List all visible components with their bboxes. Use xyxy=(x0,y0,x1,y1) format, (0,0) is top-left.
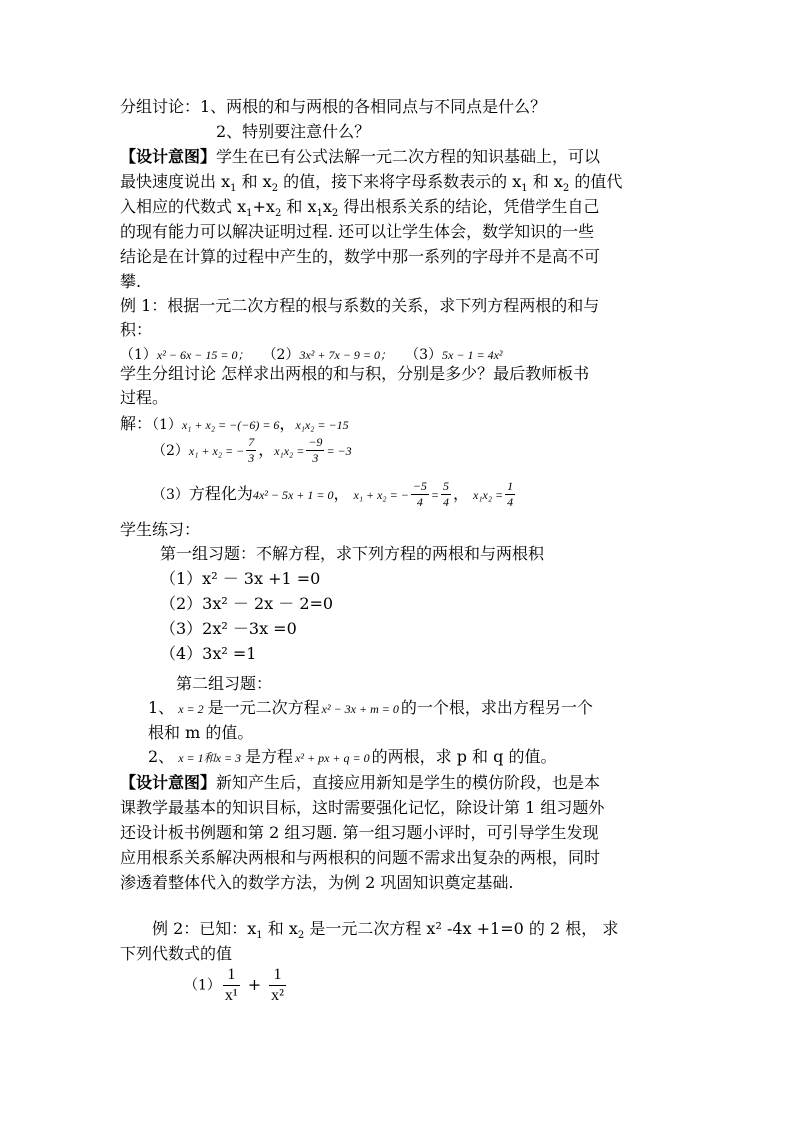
design-intent-1-line-6: 攀. xyxy=(120,272,142,291)
solution-label: 解： xyxy=(120,414,153,433)
practice-group-2-title: 第二组习题： xyxy=(176,674,273,693)
example1-line-1: 例 1：根据一元二次方程的根与系数的关系，求下列方程两根的和与 xyxy=(120,296,600,315)
practice-q4: （4）3x² =1 xyxy=(160,644,257,663)
practice-q2: （2）3x² － 2x － 2=0 xyxy=(160,594,334,613)
design-intent-2-line-4: 应用根系关系解决两根和与两根积的问题不需求出复杂的两根，同时 xyxy=(120,848,601,867)
solution-line-3: （3）方程化为4x² − 5x + 1 = 0， x₁ + x₂ = − $\frac{-5}{4}$ = $\frac{5}{4}$ ， x₁x₂ = $\frac{1}{4}$ xyxy=(152,479,514,510)
design-intent-1-line-5: 结论是在计算的过程中产生的，数学中那一系列的字母并不是高不可 xyxy=(120,247,601,266)
example2-line-2: 下列代数式的值 xyxy=(120,944,233,963)
example1-line-2: 积： xyxy=(120,320,153,339)
design-intent-1-line-1: 【设计意图】学生在已有公式法解一元二次方程的知识基础上，可以 xyxy=(120,147,601,166)
solution-line-2: （2）x₁ + x₂ = − $\frac{7}{3}$ ，x₁x₂ = $\frac{-9}{3}$ = −3 xyxy=(152,435,352,466)
design-intent-1-line-2: 最快速度说出 $x_1$ 和 $x_2$ 的值，接下来将字母系数表示的 $x_1$ 和 $x_2$ 的值代 xyxy=(120,172,623,195)
design-intent-2-line-1: 【设计意图】新知产生后，直接应用新知是学生的模仿阶段，也是本 xyxy=(120,773,601,792)
practice-group-2-q1: 1、 x = 2 是一元二次方程 x² − 3x + m = 0 的一个根，求出方程另一个 xyxy=(148,698,593,717)
solution-line-1: 解：（1）x₁ + x₂ = −(−6) = 6，x₁x₂ = −15 xyxy=(120,414,349,433)
example1-equations: （1）x² − 6x − 15 = 0； （2）3x² + 7x − 9 = 0； （3）5x − 1 = 4x² xyxy=(120,347,503,363)
practice-group-1-title: 第一组习题：不解方程，求下列方程的两根和与两根积 xyxy=(160,544,545,563)
practice-q1: （1）x² － 3x +1 =0 xyxy=(160,569,321,588)
example1-discuss-2: 过程。 xyxy=(120,388,169,407)
design-intent-2-line-5: 渗透着整体代入的数学方法，为例 2 巩固知识奠定基础. xyxy=(120,873,514,892)
design-intent-tag: 【设计意图】 xyxy=(120,147,217,166)
discussion-line-2: 2、特别要注意什么？ xyxy=(216,122,371,141)
design-intent-1-line-3: 入相应的代数式 $x_1+x_2$ 和 $x_1x_2$ 得出根系关系的结论，凭借学生自己 xyxy=(120,197,600,220)
design-intent-1-line-4: 的现有能力可以解决证明过程. 还可以让学生体会，数学知识的一些 xyxy=(120,222,595,241)
example2-line-1: 例 2：已知：$x_1$ 和 $x_2$ 是一元二次方程 x² -4x +1=0 的 2 根， 求 xyxy=(152,919,619,942)
discussion-line-1: 分组讨论：1、两根的和与两根的各相同点与不同点是什么？ xyxy=(120,97,547,116)
equation-1: x² − 6x − 15 = 0； xyxy=(156,348,250,362)
practice-group-2-q2: 2、 x = 1和x = 3 是方程 x² + px + q = 0 的两根，求 p 和 q 的值。 xyxy=(148,747,557,766)
design-intent-tag: 【设计意图】 xyxy=(120,773,217,792)
equation-2: 3x² + 7x − 9 = 0； xyxy=(299,348,393,362)
design-intent-2-line-3: 还设计板书例题和第 2 组习题. 第一组习题小评时，可引导学生发现 xyxy=(120,823,599,842)
example1-discuss-1: 学生分组讨论 怎样求出两根的和与积，分别是多少？最后教师板书 xyxy=(120,364,590,383)
practice-group-2-q1-line-2: 根和 m 的值。 xyxy=(148,723,254,742)
practice-title: 学生练习： xyxy=(120,520,201,539)
practice-q3: （3）2x² －3x =0 xyxy=(160,619,297,638)
equation-3: 5x − 1 = 4x² xyxy=(442,348,503,362)
design-intent-2-line-2: 课教学最基本的知识目标，这时需要强化记忆，除设计第 1 组习题外 xyxy=(120,798,605,817)
example2-q1: （1） $\frac{1}{\text{x¹}}$ + $\frac{1}{\text{x²}}$ xyxy=(184,966,284,1004)
